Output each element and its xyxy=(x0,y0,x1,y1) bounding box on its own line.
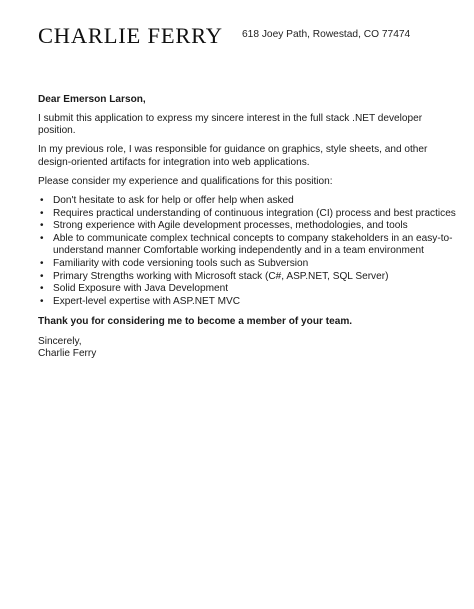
bullet-icon: • xyxy=(40,220,44,232)
bullet-icon: • xyxy=(40,270,44,282)
letter-body xyxy=(38,94,458,361)
list-item-text: Expert-level expertise with ASP.NET MVC xyxy=(53,295,240,307)
list-item xyxy=(38,195,458,208)
bullet-icon: • xyxy=(40,207,44,219)
applicant-name: CHARLIE FERRY xyxy=(38,23,223,48)
letter-header xyxy=(38,22,458,52)
greeting: Dear Emerson Larson, xyxy=(38,94,146,105)
list-item xyxy=(38,258,458,271)
list-item xyxy=(38,208,458,221)
bullet-icon: • xyxy=(40,232,44,244)
list-item-text: Don't hesitate to ask for help or offer help when asked xyxy=(53,195,294,207)
intro-paragraph: I submit this application to express my sincere interest in the full stack .NET developer position. xyxy=(38,112,423,137)
qualifications-list xyxy=(38,195,458,308)
applicant-address: 618 Joey Path, Rowestad, CO 77474 xyxy=(242,29,411,40)
thanks-line: Thank you for considering me to become a member of your team. xyxy=(38,316,353,328)
bullet-icon: • xyxy=(40,258,44,270)
list-item-text: Solid Exposure with Java Development xyxy=(53,283,229,295)
list-item-text: Familiarity with code versioning tools such as Subversion xyxy=(53,258,309,270)
list-item xyxy=(38,296,458,309)
list-item-text: Able to communicate complex technical concepts to company stakeholders in an easy-to-understand manner Comfortable working independently and in a team environment xyxy=(53,232,453,257)
closing: Sincerely, xyxy=(38,335,82,347)
list-item-text: Requires practical understanding of continuous integration (CI) process and best practices xyxy=(53,207,456,219)
bullet-icon: • xyxy=(40,295,44,307)
bullet-icon: • xyxy=(40,195,44,207)
experience-paragraph: In my previous role, I was responsible for guidance on graphics, style sheets, and other design-oriented artifacts for integration into web applications. xyxy=(38,144,428,168)
list-item xyxy=(38,283,458,296)
bullet-icon: • xyxy=(40,283,44,295)
list-item xyxy=(38,233,458,258)
list-item-text: Primary Strengths working with Microsoft stack (C#, ASP.NET, SQL Server) xyxy=(53,270,389,282)
list-item xyxy=(38,271,458,284)
list-item xyxy=(38,220,458,233)
list-item-text: Strong experience with Agile development processes, methodologies, and tools xyxy=(53,220,408,232)
qualifications-intro: Please consider my experience and qualifications for this position: xyxy=(38,175,333,187)
signature: Charlie Ferry xyxy=(38,348,97,360)
